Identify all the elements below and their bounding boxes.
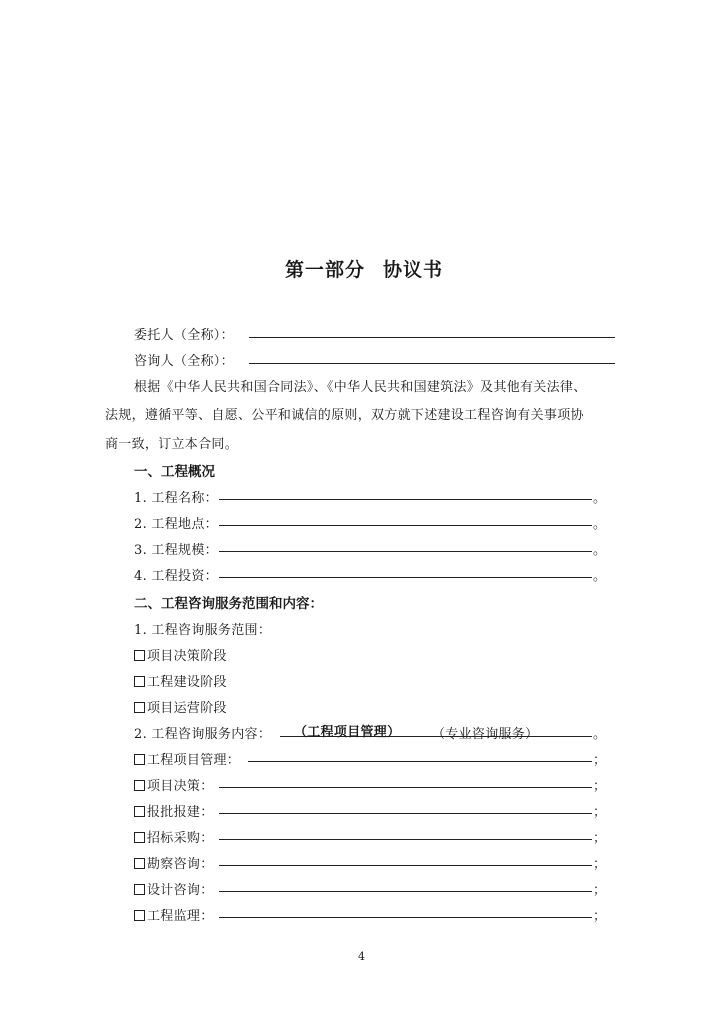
preamble-line-2: 法规，遵循平等、自愿、公平和诚信的原则，双方就下述建设工程咨询有关事项协 [105, 408, 584, 423]
project-investment-end: 。 [593, 569, 607, 584]
checkbox[interactable] [134, 650, 145, 661]
content-item-survey[interactable]: 勘察咨询： [134, 853, 214, 872]
client-label: 委托人（全称）： [134, 328, 234, 343]
service-content-main: （工程项目管理） [294, 725, 401, 740]
scope-item-operation[interactable]: 项目运营阶段 [134, 697, 227, 716]
content-item-design[interactable]: 设计咨询： [134, 879, 214, 898]
scope-item-decision[interactable]: 项目决策阶段 [134, 645, 227, 664]
section-2-heading: 二、工程咨询服务范围和内容： [134, 596, 323, 612]
project-scale-field[interactable] [219, 551, 592, 552]
content-item-end: ； [593, 831, 607, 846]
preamble-line-3: 商一致，订立本合同。 [105, 437, 239, 452]
content-item-project-management[interactable]: 工程项目管理： [134, 749, 240, 768]
content-item-end: ； [593, 857, 607, 872]
checkbox[interactable] [134, 780, 145, 791]
checkbox[interactable] [134, 754, 145, 765]
project-scale-label: 3. 工程规模： [134, 543, 218, 558]
service-content-label: 2. 工程咨询服务内容： [134, 727, 272, 742]
page-number: 4 [358, 950, 365, 963]
content-item-procurement-field[interactable] [219, 839, 592, 840]
content-item-end: ； [593, 753, 607, 768]
project-investment-label: 4. 工程投资： [134, 569, 218, 584]
project-name-field[interactable] [219, 499, 592, 500]
checkbox[interactable] [134, 806, 145, 817]
client-name-field[interactable] [249, 337, 615, 338]
project-scale-end: 。 [593, 543, 607, 558]
consultant-name-field[interactable] [249, 363, 615, 364]
project-location-field[interactable] [219, 525, 592, 526]
content-item-project-management-field[interactable] [248, 761, 592, 762]
content-item-approval[interactable]: 报批报建： [134, 801, 214, 820]
content-item-supervision-field[interactable] [219, 917, 592, 918]
checkbox[interactable] [134, 910, 145, 921]
checkbox[interactable] [134, 858, 145, 869]
project-location-end: 。 [593, 517, 607, 532]
content-item-supervision[interactable]: 工程监理： [134, 905, 214, 924]
content-item-procurement[interactable]: 招标采购： [134, 827, 214, 846]
project-location-label: 2. 工程地点： [134, 517, 218, 532]
service-content-sub: （专业咨询服务） [432, 727, 539, 742]
content-item-decision[interactable]: 项目决策： [134, 775, 214, 794]
content-item-decision-field[interactable] [219, 787, 592, 788]
checkbox[interactable] [134, 702, 145, 713]
checkbox[interactable] [134, 884, 145, 895]
section-1-heading: 一、工程概况 [134, 464, 215, 480]
content-item-approval-field[interactable] [219, 813, 592, 814]
consultant-label: 咨询人（全称）： [134, 354, 234, 369]
checkbox[interactable] [134, 676, 145, 687]
scope-item-construction[interactable]: 工程建设阶段 [134, 671, 227, 690]
project-name-end: 。 [593, 491, 607, 506]
content-item-end: ； [593, 909, 607, 924]
service-content-end: 。 [593, 727, 607, 742]
service-scope-label: 1. 工程咨询服务范围： [134, 623, 272, 638]
title-part: 第一部分 [285, 259, 366, 281]
project-investment-field[interactable] [219, 577, 592, 578]
title-name: 协议书 [383, 259, 444, 281]
checkbox[interactable] [134, 832, 145, 843]
content-item-end: ； [593, 883, 607, 898]
page-title [285, 255, 443, 282]
content-item-end: ； [593, 779, 607, 794]
content-item-design-field[interactable] [219, 891, 592, 892]
project-name-label: 1. 工程名称： [134, 491, 218, 506]
preamble-line-1: 根据《中华人民共和国合同法》、《中华人民共和国建筑法》及其他有关法律、 [134, 380, 587, 395]
content-item-survey-field[interactable] [219, 865, 592, 866]
content-item-end: ； [593, 805, 607, 820]
